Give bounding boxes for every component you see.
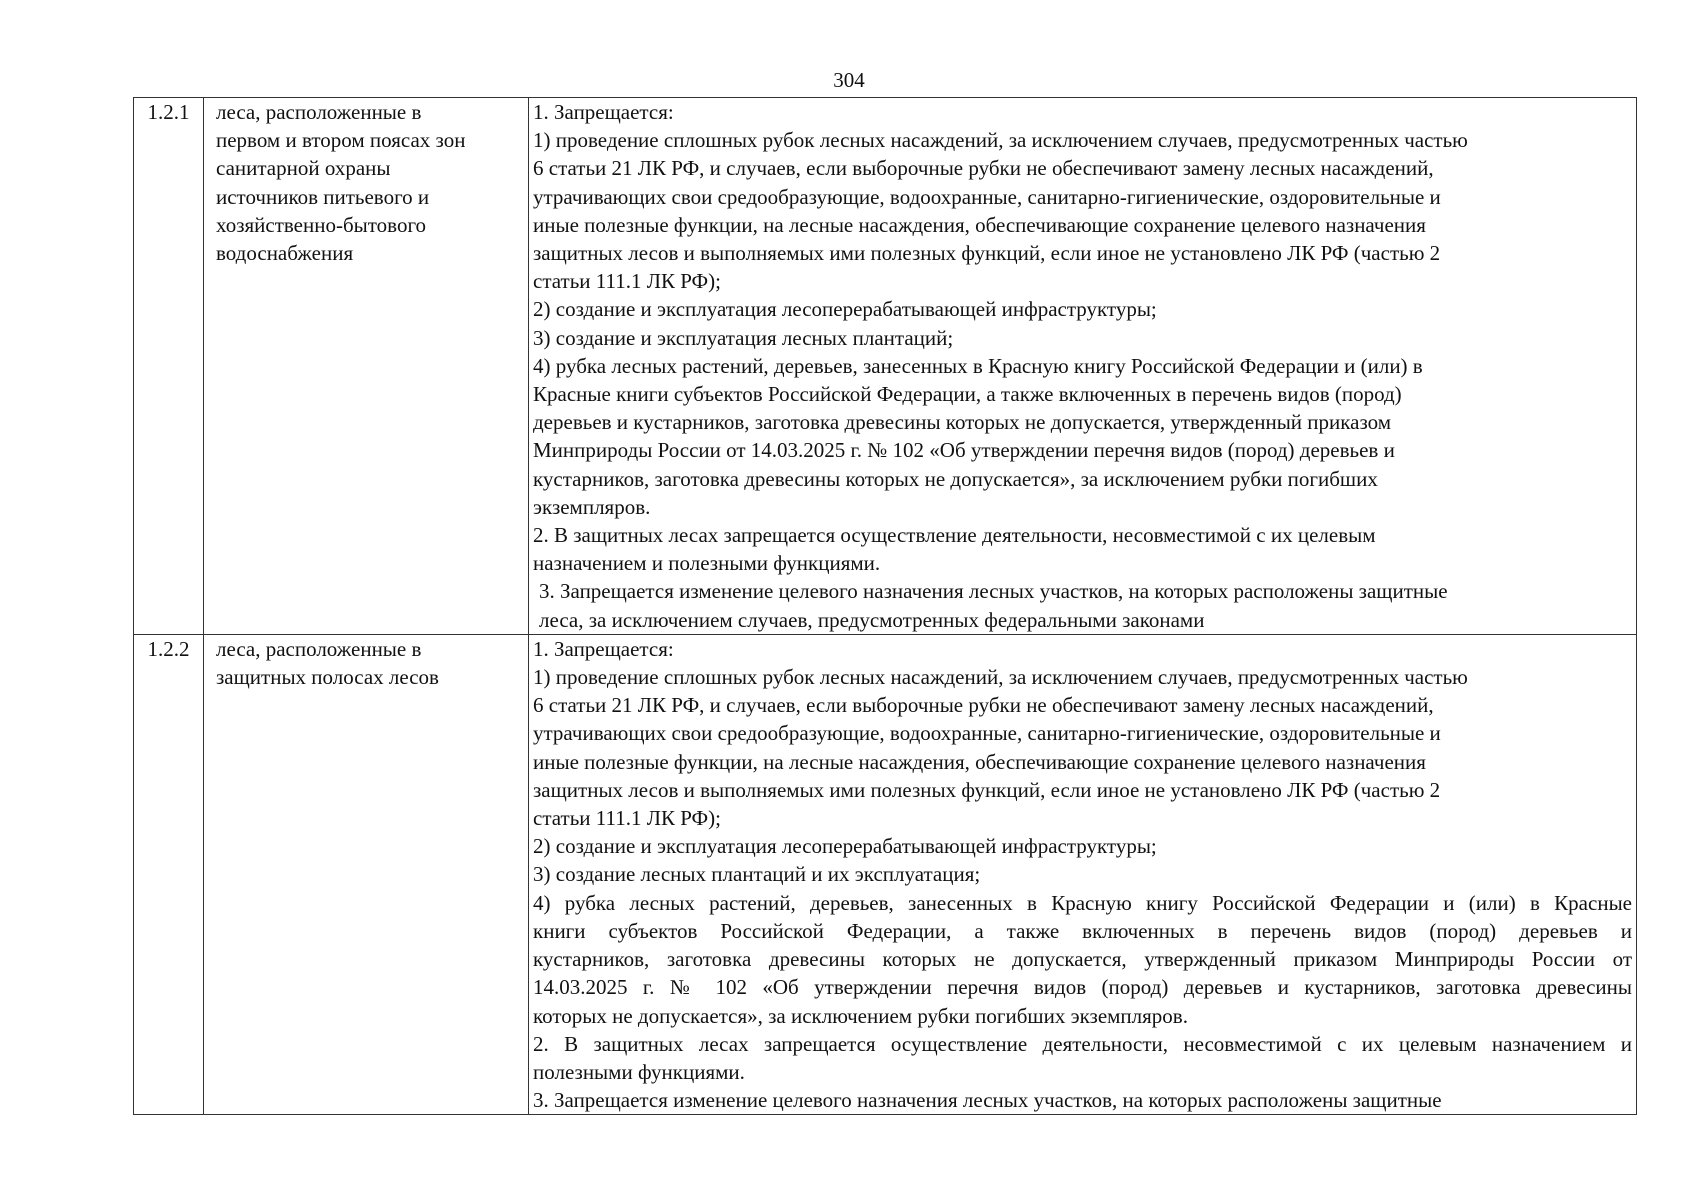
- text-line: Минприроды России от 14.03.2025 г. № 102 «Об утверждении перечня видов (пород) деревьев и: [533, 438, 1395, 463]
- category-line: леса, расположенные в: [216, 100, 422, 124]
- row-number: 1.2.1: [134, 98, 204, 635]
- category-line: хозяйственно-бытового: [216, 212, 427, 237]
- row-number: 1.2.2: [134, 634, 204, 1114]
- text-line: защитных лесов и выполняемых ими полезных функций, если иное не установлено ЛК РФ (частью 2: [533, 241, 1441, 266]
- text-line: утрачивающих свои средообразующие, водоохранные, санитарно-гигиенические, оздоровительные и: [533, 721, 1441, 746]
- text-line: 4) рубка лесных растений, деревьев, занесенных в Красную книгу Российской Федерации и (или) в Красные: [533, 890, 1632, 915]
- text-line: 3) создание и эксплуатация лесных плантаций;: [533, 325, 954, 350]
- text-line: деревьев и кустарников, заготовка древесины которых не допускается, утвержденный приказом: [533, 410, 1392, 435]
- category-line: леса, расположенные в: [216, 636, 422, 661]
- text-line: 2. В защитных лесах запрещается осуществление деятельности, несовместимой с их целевым: [533, 523, 1376, 548]
- text-line: статьи 111.1 ЛК РФ);: [533, 806, 721, 831]
- page-number: 304: [833, 68, 865, 92]
- table-row: [134, 634, 1637, 1114]
- text-line: полезными функциями.: [533, 1059, 745, 1084]
- restrictions-text: [529, 634, 1637, 1114]
- text-line: которых не допускается», за исключением рубки погибших экземпляров.: [533, 1003, 1188, 1028]
- text-line: 1) проведение сплошных рубок лесных насаждений, за исключением случаев, предусмотренных частью: [533, 128, 1468, 153]
- category-line: первом и втором поясах зон: [216, 128, 466, 153]
- text-line: 6 статьи 21 ЛК РФ, и случаев, если выборочные рубки не обеспечивают замену лесных насаждений,: [533, 693, 1434, 718]
- text-line: кустарников, заготовка древесины которых не допускается, утвержденный приказом Минприроды России от: [533, 947, 1632, 972]
- text-line: 2) создание и эксплуатация лесоперерабатывающей инфраструктуры;: [533, 834, 1157, 859]
- category-line: источников питьевого и: [216, 184, 430, 209]
- text-line: кустарников, заготовка древесины которых не допускается», за исключением рубки погибших: [533, 466, 1378, 491]
- forest-category: [204, 634, 529, 1114]
- restrictions-text: [529, 98, 1637, 635]
- table-row: [134, 98, 1637, 635]
- text-line: защитных лесов и выполняемых ими полезных функций, если иное не установлено ЛК РФ (частью 2: [533, 777, 1441, 802]
- text-line: 4) рубка лесных растений, деревьев, занесенных в Красную книгу Российской Федерации и (или) в: [533, 353, 1423, 378]
- category-line: водоснабжения: [216, 241, 354, 266]
- text-line: 1. Запрещается:: [533, 100, 674, 124]
- text-line: 1) проведение сплошных рубок лесных насаждений, за исключением случаев, предусмотренных частью: [533, 665, 1468, 690]
- text-line: экземпляров.: [533, 494, 651, 519]
- text-line: 3. Запрещается изменение целевого назначения лесных участков, на которых расположены защитные: [533, 1088, 1442, 1113]
- text-line: леса, за исключением случаев, предусмотренных федеральными законами: [539, 607, 1205, 632]
- zones-table: [133, 97, 1637, 1115]
- text-line: утрачивающих свои средообразующие, водоохранные, санитарно-гигиенические, оздоровительные и: [533, 184, 1441, 209]
- category-line: санитарной охраны: [216, 156, 391, 181]
- text-line: иные полезные функции, на лесные насаждения, обеспечивающие сохранение целевого назначения: [533, 212, 1426, 237]
- text-line: 3. Запрещается изменение целевого назначения лесных участков, на которых расположены защитные: [539, 579, 1448, 604]
- text-line: 6 статьи 21 ЛК РФ, и случаев, если выборочные рубки не обеспечивают замену лесных насаждений,: [533, 156, 1434, 181]
- text-line: 3) создание лесных плантаций и их эксплуатация;: [533, 862, 981, 887]
- text-line: статьи 111.1 ЛК РФ);: [533, 269, 721, 294]
- text-line: иные полезные функции, на лесные насаждения, обеспечивающие сохранение целевого назначения: [533, 749, 1426, 774]
- text-line: 2. В защитных лесах запрещается осуществление деятельности, несовместимой с их целевым назначением и: [533, 1031, 1632, 1056]
- forest-category: [204, 98, 529, 635]
- text-line: книги субъектов Российской Федерации, а также включенных в перечень видов (пород) деревьев и: [533, 918, 1632, 943]
- category-line: защитных полосах лесов: [216, 665, 439, 690]
- text-line: 1. Запрещается:: [533, 636, 674, 661]
- text-line: 14.03.2025 г. № 102 «Об утверждении перечня видов (пород) деревьев и кустарников, заготовка древесины: [533, 975, 1632, 1000]
- text-line: 2) создание и эксплуатация лесоперерабатывающей инфраструктуры;: [533, 297, 1157, 322]
- text-line: Красные книги субъектов Российской Федерации, а также включенных в перечень видов (пород): [533, 382, 1402, 407]
- text-line: назначением и полезными функциями.: [533, 551, 881, 576]
